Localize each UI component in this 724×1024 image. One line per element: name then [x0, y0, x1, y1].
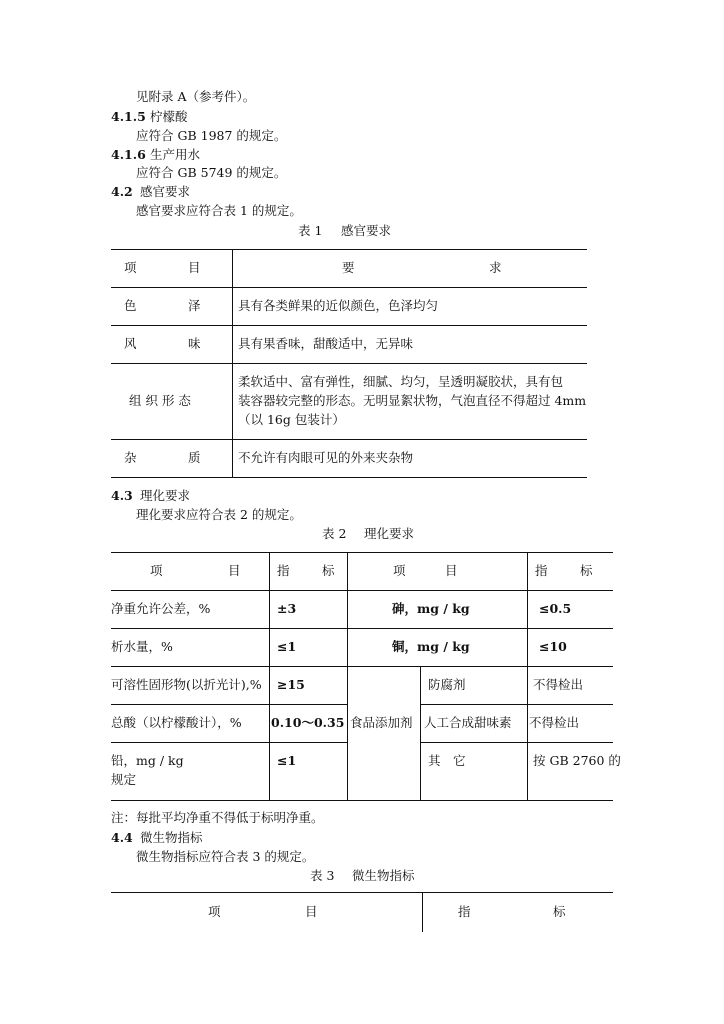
section-number: 4.4 [111, 830, 133, 845]
table1-row-requirement: 具有各类鲜果的近似颜色，色泽均匀 [238, 298, 439, 313]
table2-row-subitem: 人工合成甜味素 [424, 715, 512, 730]
table1-row-requirement: （以 16g 包装计） [238, 412, 345, 427]
table3-header-indicator: 指 [458, 904, 471, 919]
table2-row-value: 不得检出 [533, 677, 584, 692]
table2-row-item: 规定 [111, 772, 137, 787]
section-body: 感官要求应符合表 1 的规定。 [136, 203, 302, 218]
table2-row-value: 不得检出 [529, 715, 580, 730]
table2-row-item: 可溶性固形物(以折光计),% [111, 677, 262, 692]
section-title: 柠檬酸 [150, 109, 188, 124]
section-title: 微生物指标 [140, 830, 203, 845]
section-number: 4.2 [111, 184, 133, 199]
table1-row-item: 色 [124, 298, 137, 313]
table2-row-value: 0.10～0.35 [271, 715, 345, 730]
table2-row-subitem: 其 它 [428, 753, 466, 768]
appendix-reference: 见附录 A（参考件）。 [136, 89, 256, 104]
section-number: 4.3 [111, 488, 133, 503]
table2-row-value: 按 GB 2760 的 [533, 753, 621, 768]
table2-row-value: ±3 [277, 601, 297, 616]
table2-header-item: 项 [393, 563, 406, 578]
table1-row-item: 杂 [124, 450, 137, 465]
section-title: 生产用水 [150, 147, 201, 162]
table3-caption-title: 微生物指标 [352, 868, 415, 883]
section-title: 感官要求 [140, 184, 191, 199]
table1-header-item: 项 [124, 260, 137, 275]
table2-row-value: ≥15 [277, 677, 305, 692]
table1-row-item: 味 [188, 336, 201, 351]
table1-header-item: 目 [188, 260, 201, 275]
table2-header-item: 项 [150, 563, 163, 578]
table2-row-item: 砷，mg / kg [392, 601, 470, 616]
section-number: 4.1.6 [111, 147, 146, 162]
table1-row-item: 泽 [188, 298, 201, 313]
table2-row-item: 总酸（以柠檬酸计），% [111, 715, 242, 730]
table3-header-item: 目 [305, 904, 318, 919]
section-body: 理化要求应符合表 2 的规定。 [136, 507, 302, 522]
section-body: 应符合 GB 5749 的规定。 [136, 165, 287, 180]
table1-header-requirement: 求 [489, 260, 502, 275]
table3-header-item: 项 [208, 904, 221, 919]
table2-header-indicator: 标 [322, 563, 335, 578]
table2-caption-number: 表 2 [322, 526, 347, 541]
table3-caption-number: 表 3 [310, 868, 335, 883]
section-number: 4.1.5 [111, 109, 146, 124]
table2-caption-title: 理化要求 [364, 526, 415, 541]
table1-caption-number: 表 1 [298, 223, 323, 238]
table1-row-requirement: 装容器较完整的形态。无明显絮状物，气泡直径不得超过 4mm [238, 393, 587, 408]
table2-header-indicator: 指 [535, 563, 548, 578]
table2-row-group: 食品添加剂 [350, 715, 413, 730]
table2-row-value: ≤10 [539, 639, 567, 654]
table1-row-item: 质 [188, 450, 201, 465]
table1-row-requirement: 具有果香味，甜酸适中，无异味 [238, 336, 414, 351]
table1-row-item: 风 [124, 336, 137, 351]
table2-note: 注：每批平均净重不得低于标明净重。 [111, 810, 324, 825]
table2-row-item: 铅，mg / kg [111, 753, 184, 768]
table2-row-item: 析水量，% [111, 639, 173, 654]
table1-row-item: 组 织 形 态 [129, 393, 191, 408]
table1-row-requirement: 不允许有肉眼可见的外来夹杂物 [238, 450, 414, 465]
table1-row-requirement: 柔软适中、富有弹性，细腻、均匀，呈透明凝胶状，具有包 [238, 374, 564, 389]
table2-header-indicator: 标 [580, 563, 593, 578]
section-body: 应符合 GB 1987 的规定。 [136, 128, 287, 143]
table2-header-item: 目 [445, 563, 458, 578]
table2-row-value: ≤0.5 [539, 601, 572, 616]
table2-row-subitem: 防腐剂 [428, 677, 466, 692]
table3-header-indicator: 标 [553, 904, 566, 919]
table2-row-value: ≤1 [277, 639, 297, 654]
section-body: 微生物指标应符合表 3 的规定。 [136, 849, 315, 864]
table2-row-value: ≤1 [277, 753, 297, 768]
table1-caption-title: 感官要求 [341, 223, 392, 238]
table2-header-indicator: 指 [277, 563, 290, 578]
table2-header-item: 目 [228, 563, 241, 578]
table1-header-requirement: 要 [342, 260, 355, 275]
section-title: 理化要求 [140, 488, 191, 503]
table2-row-item: 净重允许公差，% [111, 601, 211, 616]
table2-row-item: 铜，mg / kg [392, 639, 470, 654]
